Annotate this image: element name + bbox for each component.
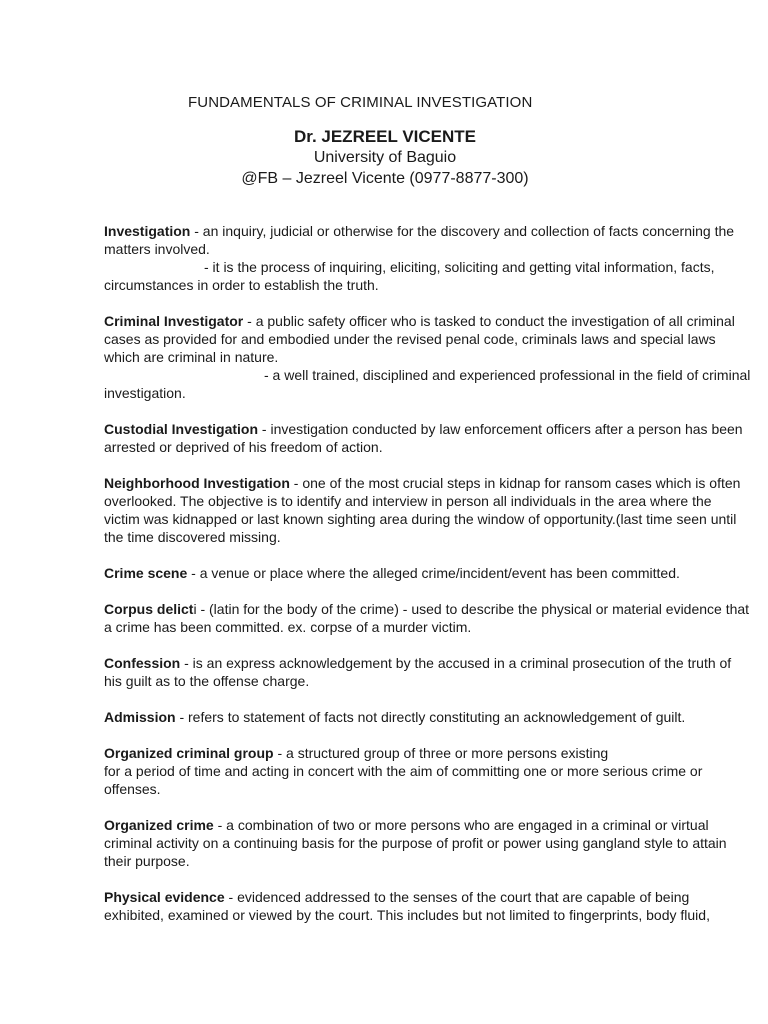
definition-line: offenses. — [104, 781, 161, 797]
definition-term: Admission — [104, 709, 176, 725]
definition-line: matters involved. — [104, 241, 210, 257]
definition-line: a crime has been committed. ex. corpse of a murder victim. — [104, 619, 472, 635]
definition-term: Confession — [104, 655, 181, 671]
definition-entry-corpus-delicti — [104, 600, 768, 636]
definition-text: - a combination of two or more persons who are engaged in a criminal or virtual — [213, 817, 709, 833]
definition-line — [104, 816, 768, 834]
definition-term: Corpus delict — [104, 601, 194, 617]
definition-term: Neighborhood Investigation — [104, 475, 290, 491]
definition-line: their purpose. — [104, 853, 190, 869]
definition-term: Physical evidence — [104, 889, 225, 905]
definition-line — [104, 474, 768, 492]
author-affiliation: University of Baguio — [313, 149, 457, 166]
definition-line — [104, 312, 768, 330]
definition-entry-criminal-investigator — [104, 312, 768, 402]
definition-text: - refers to statement of facts not directly constituting an acknowledgement of guilt. — [175, 709, 686, 725]
definition-term: Crime scene — [104, 565, 188, 581]
definition-term: Criminal Investigator — [104, 313, 244, 329]
definition-line: investigation. — [104, 385, 186, 401]
author-name: Dr. JEZREEL VICENTE — [293, 127, 476, 146]
definition-term: Organized crime — [104, 817, 214, 833]
definition-line: the time discovered missing. — [104, 529, 281, 545]
definition-entry-confession — [104, 654, 768, 690]
definition-text: - a public safety officer who is tasked to conduct the investigation of all criminal — [243, 313, 735, 329]
definition-line: for a period of time and acting in concert with the aim of committing one or more serious crime or — [104, 763, 703, 779]
definition-line: arrested or deprived of his freedom of action. — [104, 439, 383, 455]
definition-entry-admission — [104, 708, 768, 726]
definition-text: - a venue or place where the alleged crime/incident/event has been committed. — [187, 565, 680, 581]
definition-line — [104, 222, 768, 240]
definition-text: - an inquiry, judicial or otherwise for the discovery and collection of facts concerning the — [190, 223, 735, 239]
definition-line: his guilt as to the offense charge. — [104, 673, 310, 689]
definition-line — [104, 564, 768, 582]
definition-entry-crime-scene — [104, 564, 768, 582]
definition-entry-custodial-investigation — [104, 420, 768, 456]
definition-line: - a well trained, disciplined and experienced professional in the field of criminal — [264, 367, 751, 383]
author-block — [200, 126, 570, 189]
definition-line — [104, 600, 768, 618]
definition-term: Organized criminal group — [104, 745, 274, 761]
definition-line — [104, 654, 768, 672]
definition-line: criminal activity on a continuing basis for the purpose of profit or power using gangland style to attain — [104, 835, 727, 851]
definition-text: - investigation conducted by law enforcement officers after a person has been — [258, 421, 743, 437]
definition-text: - is an express acknowledgement by the accused in a criminal prosecution of the truth of — [180, 655, 732, 671]
definition-entry-organized-crime — [104, 816, 768, 870]
definition-entry-investigation — [104, 222, 768, 294]
definition-line — [104, 708, 768, 726]
definition-line — [104, 888, 768, 906]
definition-line: cases as provided for and embodied under the revised penal code, criminals laws and special laws — [104, 331, 716, 347]
definition-line — [104, 420, 768, 438]
definition-line: victim was kidnapped or last known sighting area during the window of opportunity.(last time seen until — [104, 511, 737, 527]
definition-text: - one of the most crucial steps in kidnap for ransom cases which is often — [289, 475, 741, 491]
definition-text: - a structured group of three or more persons existing — [273, 745, 609, 761]
definition-term: Custodial Investigation — [104, 421, 259, 437]
definition-entry-neighborhood-investigation — [104, 474, 768, 546]
definition-text: - evidenced addressed to the senses of the court that are capable of being — [224, 889, 690, 905]
document-title: FUNDAMENTALS OF CRIMINAL INVESTIGATION — [188, 94, 533, 111]
definition-entry-physical-evidence — [104, 888, 768, 924]
definition-text: i - (latin for the body of the crime) - used to describe the physical or material evidence that — [193, 601, 750, 617]
definition-line: overlooked. The objective is to identify and interview in person all individuals in the area where the — [104, 493, 712, 509]
definitions-body — [104, 222, 768, 942]
definition-line: which are criminal in nature. — [104, 349, 279, 365]
author-contact: @FB – Jezreel Vicente (0977-8877-300) — [241, 170, 529, 187]
definition-line: exhibited, examined or viewed by the court. This includes but not limited to fingerprints, body fluid, — [104, 907, 710, 923]
definition-term: Investigation — [104, 223, 191, 239]
definition-entry-organized-criminal-group — [104, 744, 768, 798]
definition-line — [104, 744, 768, 762]
definition-line: circumstances in order to establish the truth. — [104, 277, 379, 293]
definition-line: - it is the process of inquiring, eliciting, soliciting and getting vital information, facts, — [204, 259, 715, 275]
